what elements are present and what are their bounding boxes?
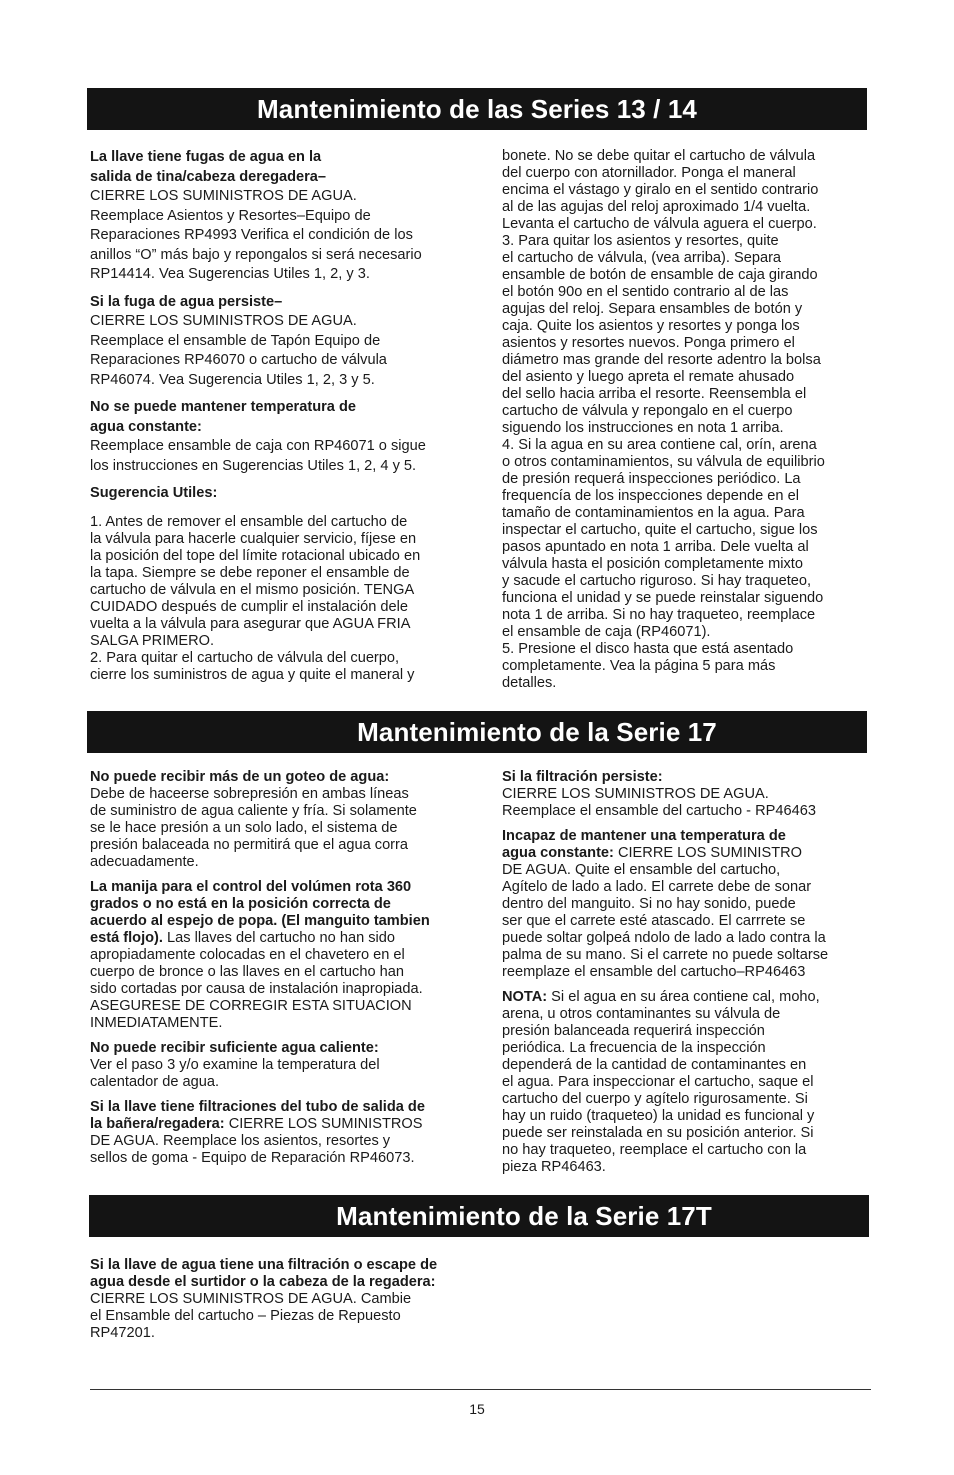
paragraph bbox=[90, 1099, 485, 1167]
section-banner-series-17t bbox=[89, 1195, 869, 1237]
text-line: 2. Para quitar el cartucho de válvula del cuerpo, bbox=[90, 649, 400, 666]
text-line: cartucho de válvula en el mismo posición. TENGA bbox=[90, 581, 415, 598]
text-line: arena, u otros contaminantes su válvula de bbox=[502, 1006, 781, 1022]
mixed-line bbox=[502, 989, 882, 1006]
text-line: la tapa. Siempre se debe reponer el ensamble de bbox=[90, 564, 410, 581]
bold-heading-line: No puede recibir suficiente agua caliente: bbox=[90, 1040, 379, 1056]
text-line: presión balanceada requerirá inspección bbox=[502, 1023, 765, 1039]
text-line: RP14414. Vea Sugerencias Utiles 1, 2, y 3. bbox=[90, 266, 370, 282]
bold-heading-line: agua desde el surtidor o la cabeza de la regadera: bbox=[90, 1274, 436, 1290]
text-line: nota 1 de arriba. Si no hay traqueteo, reemplace bbox=[502, 607, 816, 623]
bold-heading-line: agua constante: bbox=[90, 418, 202, 435]
s1-right-column bbox=[502, 148, 882, 692]
bold-run: NOTA: bbox=[502, 989, 548, 1005]
text-line: CIERRE LOS SUMINISTROS DE AGUA. bbox=[90, 313, 357, 329]
text-line: 5. Presione el disco hasta que está asentado bbox=[502, 641, 794, 657]
text-line: INMEDIATAMENTE. bbox=[90, 1015, 223, 1031]
text-line: el Ensamble del cartucho – Piezas de Repuesto bbox=[90, 1308, 401, 1324]
text-run: Si el agua en su área contiene cal, moho, bbox=[547, 989, 820, 1005]
section-title: Mantenimiento de las Series 13 / 14 bbox=[257, 93, 697, 124]
text-line: dentro del manguito. Si no hay sonido, puede bbox=[502, 896, 796, 912]
text-line: presión balaceada no permitirá que el agua corra bbox=[90, 837, 409, 853]
bold-heading-line: No se puede mantener temperatura de bbox=[90, 399, 357, 415]
section-title: Mantenimiento de la Serie 17 bbox=[357, 716, 717, 747]
s3-left-column bbox=[90, 1257, 500, 1350]
bold-run: está flojo). bbox=[90, 930, 163, 946]
text-line: CIERRE LOS SUMINISTROS DE AGUA. bbox=[502, 786, 769, 802]
text-line: Reemplace ensamble de caja con RP46071 o sigue bbox=[90, 438, 426, 454]
text-line: el botón 90o en el sentido contrario al de las bbox=[502, 284, 789, 300]
text-line: del asiento y luego apreta el remate ahusado bbox=[502, 369, 795, 385]
text-line: ASEGURESE DE CORREGIR ESTA SITUACION bbox=[90, 998, 412, 1014]
bold-heading-line: No puede recibir más de un goteo de agua: bbox=[90, 769, 390, 785]
text-line: se le hace presión a un solo lado, el sistema de bbox=[90, 820, 398, 836]
text-line: el cartucho de válvula, (vea arriba). Separa bbox=[502, 250, 782, 266]
text-line: anillos “O” más bajo y repongalos si será necesario bbox=[90, 246, 422, 263]
text-line: funciona el unidad y se puede reinstalar siguendo bbox=[502, 590, 824, 606]
text-line: Agítelo de lado a lado. El carrete debe de sonar bbox=[502, 879, 812, 895]
text-line: 4. Si la agua en su area contiene cal, orín, arena bbox=[502, 437, 817, 453]
text-line: cuerpo de bronce o las llaves en el cartucho han bbox=[90, 964, 404, 980]
text-line: frequencía de los inspecciones depende en el bbox=[502, 488, 799, 504]
text-line: 1. Antes de remover el ensamble del cartucho de bbox=[90, 513, 408, 530]
mixed-line bbox=[90, 1116, 485, 1133]
text-line: RP47201. bbox=[90, 1325, 155, 1341]
bold-heading-line: Incapaz de mantener una temperatura de bbox=[502, 828, 786, 844]
paragraph bbox=[502, 769, 882, 820]
text-line: hay un ruido (traqueteo) la unidad es funcional y bbox=[502, 1108, 815, 1124]
text-line: Levanta el cartucho de válvula aguera el cuerpo. bbox=[502, 216, 817, 232]
section-title: Mantenimiento de la Serie 17T bbox=[336, 1200, 712, 1231]
mixed-line bbox=[90, 930, 485, 947]
text-line: el agua. Para inspeccionar el cartucho, saque el bbox=[502, 1074, 814, 1090]
text-line: Debe de haceerse sobrepresión en ambas líneas bbox=[90, 786, 409, 802]
text-line: periódica. La frecuencia de la inspección bbox=[502, 1040, 766, 1056]
page-number: 15 bbox=[469, 1401, 485, 1417]
text-line: completamente. Vea la página 5 para más bbox=[502, 658, 776, 674]
text-line: palma de su mano. Si el carrete no puede soltarse bbox=[502, 947, 829, 963]
bold-heading-line: La manija para el control del volúmen rota 360 bbox=[90, 879, 412, 895]
text-line: cartucho del cuerpo y agítelo rigurosamente. Si bbox=[502, 1091, 808, 1107]
text-line: cartucho de válvula y repongalo en el cuerpo bbox=[502, 403, 793, 419]
text-line: dependerá de la cantidad de contaminantes en bbox=[502, 1057, 807, 1073]
text-line: la posición del tope del límite rotacional ubicado en bbox=[90, 547, 421, 564]
text-line: pasos apuntado en nota 1 arriba. Dele vuelta al bbox=[502, 539, 809, 555]
bold-heading-line: Si la fuga de agua persiste– bbox=[90, 293, 283, 310]
s2-left-column bbox=[90, 769, 485, 1175]
text-line: RP46074. Vea Sugerencia Utiles 1, 2, 3 y 5. bbox=[90, 371, 375, 388]
text-line: tamaño de contaminamientos en la agua. Para bbox=[502, 505, 805, 521]
paragraph bbox=[90, 1040, 485, 1091]
text-line: CIERRE LOS SUMINISTROS DE AGUA. bbox=[90, 188, 357, 204]
text-line: ensamble de botón de ensamble de caja girando bbox=[502, 267, 818, 283]
mixed-line bbox=[502, 845, 882, 862]
text-line: puede soltar golpeá ndolo de lado a lado contra la bbox=[502, 930, 826, 946]
text-line: válvula hasta el posición completamente mixto bbox=[502, 556, 803, 572]
text-line: inspectar el cartucho, quite el cartucho, sigue los bbox=[502, 522, 818, 538]
text-line: ser que el carrete esté atascado. El carrrete se bbox=[502, 913, 806, 929]
bold-heading-line: Si la llave de agua tiene una filtración o escape de bbox=[90, 1257, 438, 1273]
text-line: Ver el paso 3 y/o examine la temperatura del bbox=[90, 1057, 380, 1073]
text-line: detalles. bbox=[502, 675, 557, 691]
text-line: del sello hacia arriba el resorte. Reensembla el bbox=[502, 386, 807, 402]
text-line: SALGA PRIMERO. bbox=[90, 632, 215, 649]
bold-heading-line: Si la llave tiene filtraciones del tubo de salida de bbox=[90, 1099, 425, 1115]
text-line: DE AGUA. Quite el ensamble del cartucho, bbox=[502, 862, 781, 878]
text-line: CUIDADO después de cumplir el instalación dele bbox=[90, 598, 408, 615]
text-line: bonete. No se debe quitar el cartucho de válvula bbox=[502, 148, 816, 164]
text-line: y sacude el cartucho riguroso. Si hay traqueteo, bbox=[502, 573, 812, 589]
text-line: siguendo los instrucciones en nota 1 arriba. bbox=[502, 420, 784, 436]
text-line: no hay traqueteo, reemplace el cartucho con la bbox=[502, 1142, 807, 1158]
bold-run: agua constante: bbox=[502, 845, 614, 861]
paragraph bbox=[90, 148, 485, 285]
text-run: CIERRE LOS SUMINISTROS bbox=[224, 1116, 423, 1132]
text-line: de presión requerá inspecciones periódico. La bbox=[502, 471, 801, 487]
footer-rule bbox=[90, 1389, 871, 1390]
paragraph bbox=[90, 484, 485, 504]
text-line: o otros contaminamientos, su válvula de equilibrio bbox=[502, 454, 825, 470]
text-line: asientos y resortes nuevos. Ponga primero el bbox=[502, 335, 795, 351]
paragraph bbox=[90, 398, 485, 476]
text-line: pieza RP46463. bbox=[502, 1159, 606, 1175]
text-line: adecuadamente. bbox=[90, 854, 199, 870]
text-line: Reemplace el ensamble de Tapón Equipo de bbox=[90, 332, 381, 349]
text-line: Reemplace Asientos y Resortes–Equipo de bbox=[90, 207, 371, 224]
text-line: apropiadamente colocadas en el chavetero en el bbox=[90, 947, 405, 963]
text-line: encima el vástago y giralo en el sentido contrario bbox=[502, 182, 819, 198]
bold-heading-line: Sugerencia Utiles: bbox=[90, 485, 218, 501]
text-line: los instrucciones en Sugerencias Utiles 1, 2, 4 y 5. bbox=[90, 457, 417, 474]
text-line: vuelta a la válvula para asegurar que AGUA FRIA bbox=[90, 615, 411, 632]
text-line: Reparaciones RP46070 o cartucho de válvula bbox=[90, 352, 387, 368]
paragraph bbox=[90, 1257, 500, 1342]
paragraph bbox=[502, 828, 882, 981]
text-line: 3. Para quitar los asientos y resortes, quite bbox=[502, 233, 779, 249]
paragraph bbox=[90, 769, 485, 871]
bold-heading-line: acuerdo al espejo de popa. (El manguito tambien bbox=[90, 913, 430, 929]
paragraph bbox=[502, 989, 882, 1176]
paragraph bbox=[90, 293, 485, 391]
text-run: CIERRE LOS SUMINISTRO bbox=[613, 845, 803, 861]
bold-heading-line: La llave tiene fugas de agua en la bbox=[90, 149, 322, 165]
paragraph bbox=[90, 879, 485, 1032]
text-line: cierre los suministros de agua y quite el maneral y bbox=[90, 666, 415, 683]
bold-heading-line: Si la filtración persiste: bbox=[502, 769, 663, 785]
bold-run: la bañera/regadera: bbox=[90, 1116, 225, 1132]
text-line: de suministro de agua caliente y fría. Si solamente bbox=[90, 803, 417, 819]
text-line: CIERRE LOS SUMINISTROS DE AGUA. Cambie bbox=[90, 1291, 412, 1307]
text-line: caja. Quite los asientos y resortes y ponga los bbox=[502, 318, 800, 334]
text-line: puede ser reinstalada en su posición anterior. Si bbox=[502, 1125, 814, 1141]
text-line: agujas del reloj. Separa ensambles de botón y bbox=[502, 301, 803, 317]
text-line: diámetro mas grande del resorte adentro la bolsa bbox=[502, 352, 821, 368]
section-banner-series-13-14 bbox=[87, 88, 867, 130]
text-line: sido cortadas por causa de instalación inapropiada. bbox=[90, 981, 423, 997]
text-run: Las llaves del cartucho no han sido bbox=[162, 930, 396, 946]
text-line: el ensamble de caja (RP46071). bbox=[502, 624, 711, 640]
bold-heading-line: grados o no está en la posición correcta de bbox=[90, 896, 391, 912]
text-line: Reparaciones RP4993 Verifica el condición de los bbox=[90, 227, 413, 243]
text-line: sellos de goma - Equipo de Reparación RP46073. bbox=[90, 1150, 415, 1166]
text-line: DE AGUA. Reemplace los asientos, resortes y bbox=[90, 1133, 391, 1149]
s1-left-column bbox=[90, 148, 485, 684]
text-line: al de las agujas del reloj aproximado 1/4 vuelta. bbox=[502, 199, 811, 215]
text-line: Reemplace el ensamble del cartucho - RP46463 bbox=[502, 803, 816, 819]
text-line: calentador de agua. bbox=[90, 1074, 220, 1090]
bold-heading-line: salida de tina/cabeza deregadera– bbox=[90, 168, 327, 185]
s2-right-column bbox=[502, 769, 882, 1184]
text-line: la válvula para hacerle cualquier servicio, fíjese en bbox=[90, 530, 417, 547]
section-banner-series-17 bbox=[87, 711, 867, 753]
text-line: reemplaze el ensamble del cartucho–RP46463 bbox=[502, 964, 806, 980]
text-line: del cuerpo con atornillador. Ponga el maneral bbox=[502, 165, 796, 181]
